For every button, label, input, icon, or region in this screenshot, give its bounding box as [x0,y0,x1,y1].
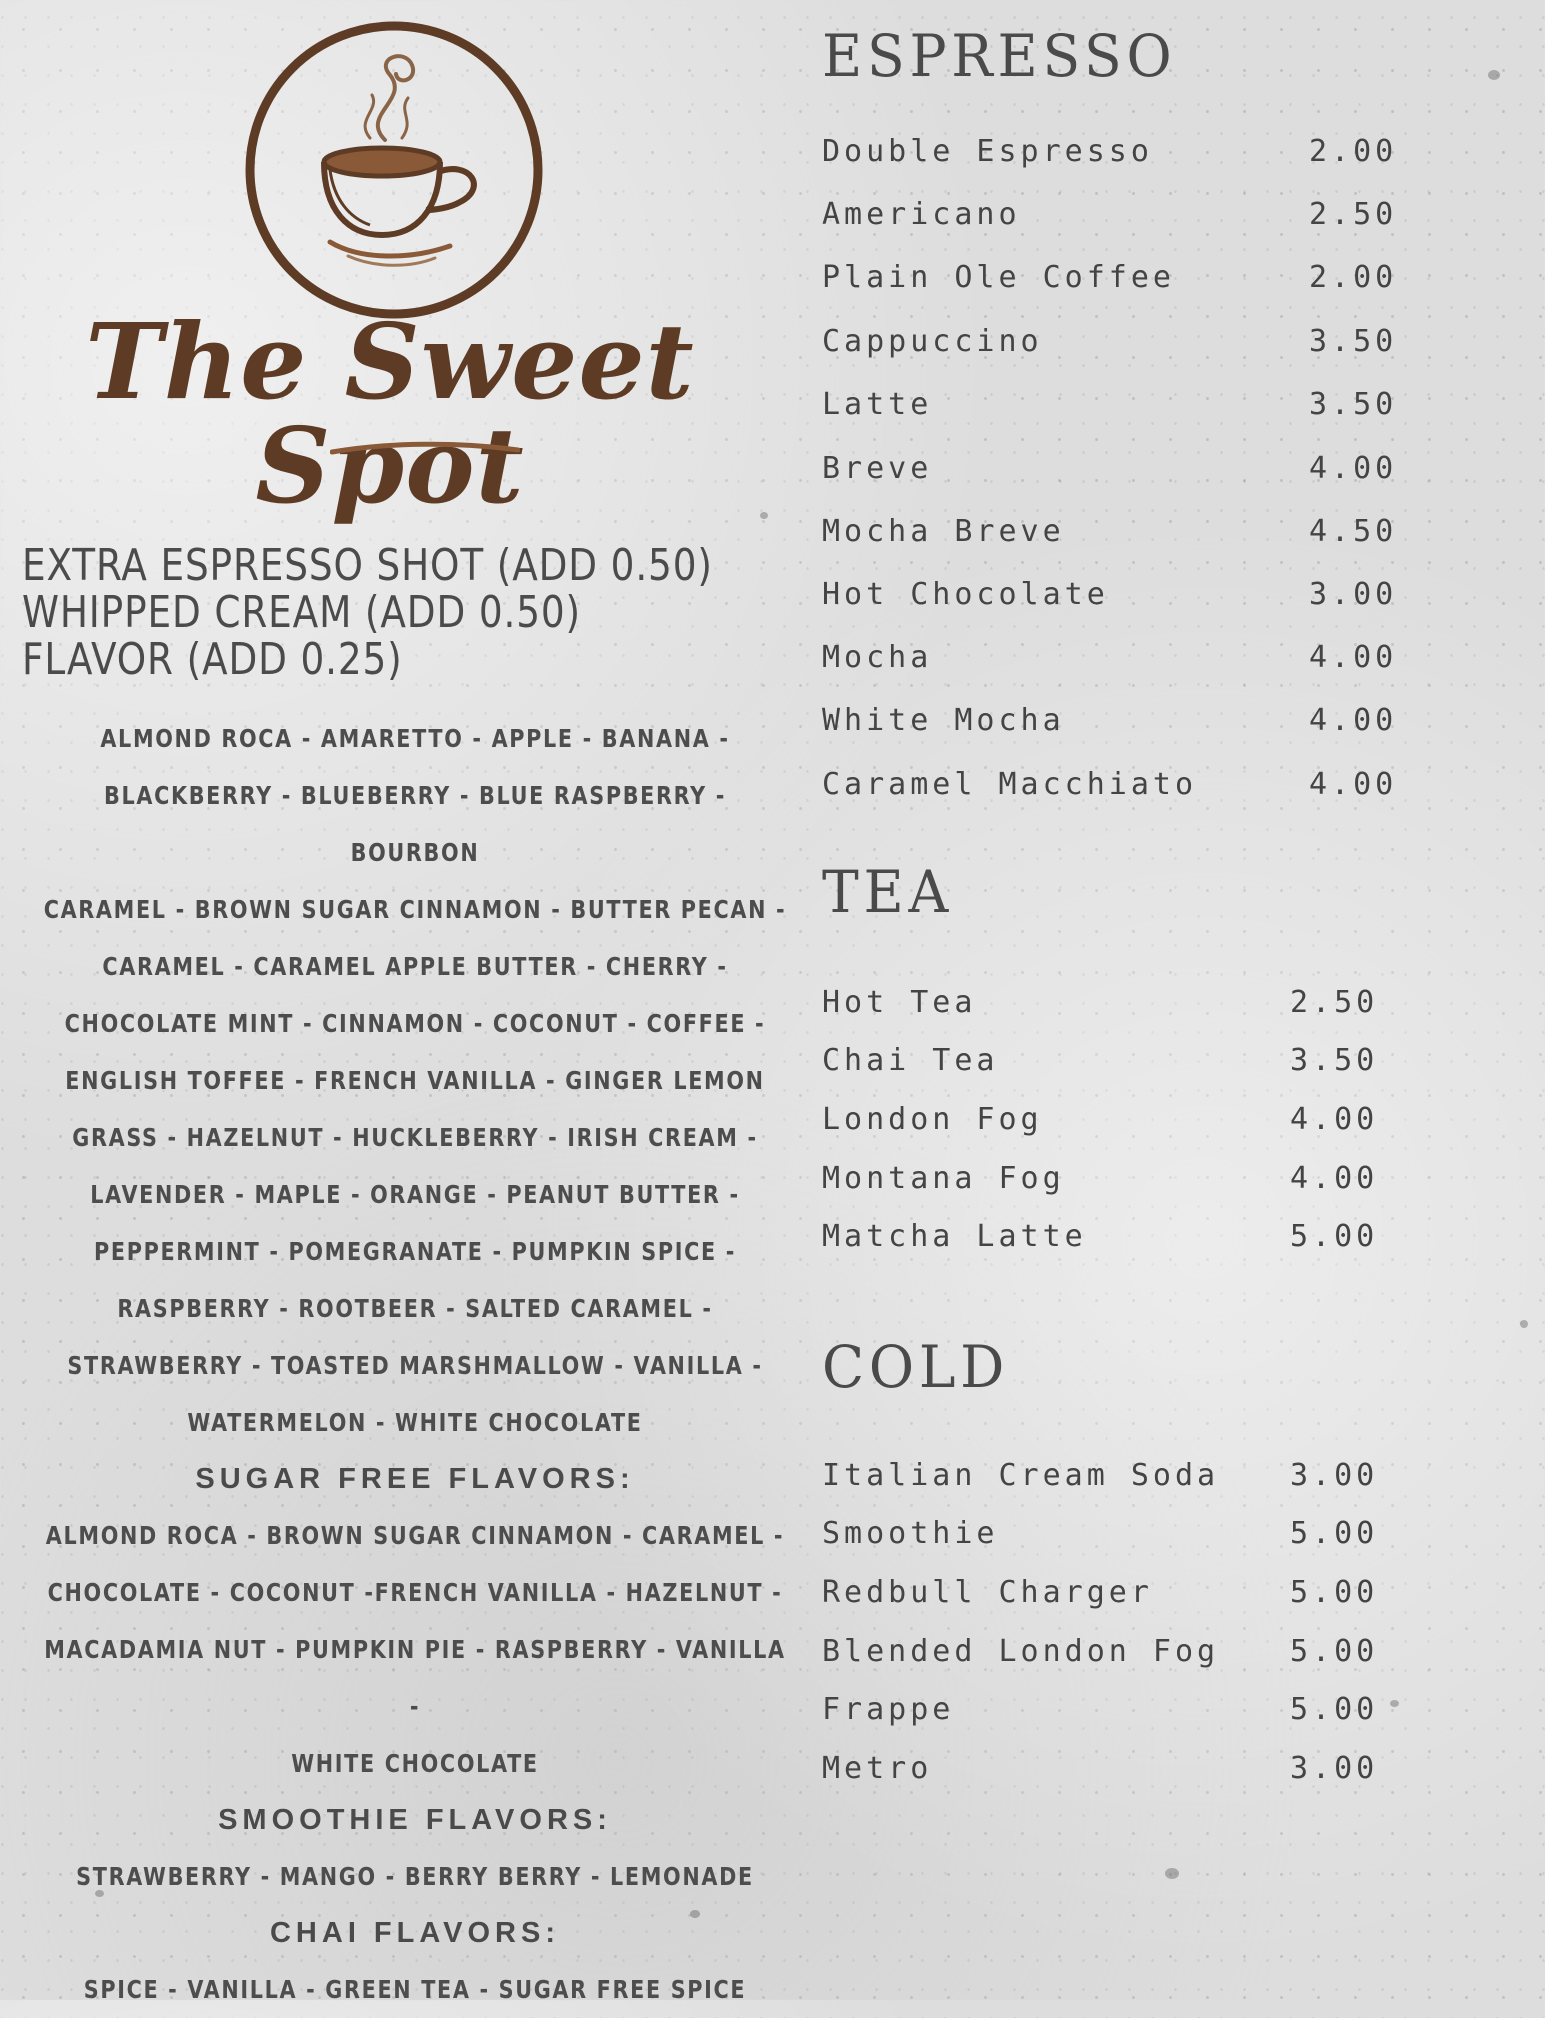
item-name: Metro [822,1751,933,1786]
flavor-line: CARAMEL - BROWN SUGAR CINNAMON - BUTTER PECAN - [43,895,787,924]
chai-heading: CHAI FLAVORS: [269,1917,560,1949]
addon-extra-shot: EXTRA ESPRESSO SHOT (ADD 0.50) [22,540,713,591]
addon-whipped-cream: WHIPPED CREAM (ADD 0.50) [22,587,581,638]
sugar-free-list [42,1507,789,1792]
brand-name: The Sweet Spot [85,300,695,527]
flavor-line: ALMOND ROCA - BROWN SUGAR CINNAMON - CARAMEL - [45,1521,785,1550]
item-price: 3.50 [1309,324,1398,359]
item-price: 3.50 [1290,1043,1379,1078]
flavor-line: RASPBERRY - ROOTBEER - SALTED CARAMEL - [117,1294,713,1323]
coffee-cup-icon [30,20,750,320]
flavor-line: CARAMEL - CARAMEL APPLE BUTTER - CHERRY - [102,952,728,981]
item-name: Hot Tea [822,985,977,1020]
espresso-title: ESPRESSO [822,22,1177,90]
texture-speck [1165,1868,1179,1879]
item-price: 4.00 [1309,640,1398,675]
flavor-line: LAVENDER - MAPLE - ORANGE - PEANUT BUTTER - [90,1180,740,1209]
flavor-line: SPICE - VANILLA - GREEN TEA - SUGAR FREE SPICE [83,1975,747,2004]
item-name: White Mocha [822,703,1065,738]
tea-title: TEA [822,858,954,926]
item-name: Americano [822,197,1021,232]
item-name: Hot Chocolate [822,577,1109,612]
texture-speck [690,1910,700,1918]
item-name: Cappuccino [822,324,1043,359]
item-price: 4.00 [1290,1161,1379,1196]
item-name: Montana Fog [822,1161,1065,1196]
item-price: 4.00 [1309,451,1398,486]
item-name: Double Espresso [822,134,1153,169]
flavor-line: GRASS - HAZELNUT - HUCKLEBERRY - IRISH CREAM - [72,1123,758,1152]
flavor-line: STRAWBERRY - TOASTED MARSHMALLOW - VANILLA - [67,1351,763,1380]
smoothie-heading: SMOOTHIE FLAVORS: [218,1804,612,1836]
item-price: 5.00 [1290,1575,1379,1610]
texture-speck [1390,1700,1399,1707]
item-price: 2.50 [1290,985,1379,1020]
flavor-line: CHOCOLATE MINT - CINNAMON - COCONUT - COFFEE - [64,1009,766,1038]
chai-list [42,1961,789,2018]
item-price: 4.00 [1309,703,1398,738]
logo [30,20,750,527]
item-price: 4.50 [1309,514,1398,549]
item-price: 5.00 [1290,1516,1379,1551]
texture-speck [760,512,768,519]
texture-speck [95,1890,104,1897]
item-price: 3.00 [1290,1458,1379,1493]
flavor-line: STRAWBERRY - MANGO - BERRY BERRY - LEMONADE [76,1862,754,1891]
item-price: 3.50 [1309,387,1398,422]
flavor-line: PEPPERMINT - POMEGRANATE - PUMPKIN SPICE - [94,1237,736,1266]
smoothie-list [42,1848,789,1905]
item-price: 4.00 [1290,1102,1379,1137]
item-name: Frappe [822,1692,955,1727]
addon-flavor: FLAVOR (ADD 0.25) [22,634,403,685]
item-price: 5.00 [1290,1219,1379,1254]
texture-speck [1520,1320,1528,1328]
item-name: Chai Tea [822,1043,999,1078]
texture-speck [1488,70,1500,80]
item-price: 2.00 [1309,134,1398,169]
flavor-line: MACADAMIA NUT - PUMPKIN PIE - RASPBERRY - VANILLA - [44,1635,786,1721]
flavor-line: WHITE CHOCOLATE [291,1749,539,1778]
item-name: Italian Cream Soda [822,1458,1220,1493]
item-name: Caramel Macchiato [822,767,1198,802]
item-name: Smoothie [822,1516,999,1551]
item-name: Mocha [822,640,933,675]
item-price: 5.00 [1290,1692,1379,1727]
cold-title: COLD [822,1333,1010,1401]
flavors-section [20,710,810,2018]
addons-list [22,540,713,685]
flavor-line: WATERMELON - WHITE CHOCOLATE [187,1408,643,1437]
item-name: Plain Ole Coffee [822,260,1175,295]
item-price: 4.00 [1309,767,1398,802]
item-price: 3.00 [1290,1751,1379,1786]
swash-decoration [330,440,520,456]
item-price: 5.00 [1290,1634,1379,1669]
item-name: Latte [822,387,933,422]
item-name: Blended London Fog [822,1634,1220,1669]
item-name: Redbull Charger [822,1575,1153,1610]
item-name: Breve [822,451,933,486]
sugar-free-heading: SUGAR FREE FLAVORS: [195,1463,635,1495]
flavor-line: CHOCOLATE - COCONUT -FRENCH VANILLA - HAZELNUT - [47,1578,783,1607]
item-price: 2.50 [1309,197,1398,232]
flavors-list [42,710,789,1451]
item-price: 3.00 [1309,577,1398,612]
flavor-line: ALMOND ROCA - AMARETTO - APPLE - BANANA - [100,724,730,753]
flavor-line: BLACKBERRY - BLUEBERRY - BLUE RASPBERRY - BOURBON [103,781,726,867]
item-name: Matcha Latte [822,1219,1087,1254]
item-price: 2.00 [1309,260,1398,295]
flavor-line: ENGLISH TOFFEE - FRENCH VANILLA - GINGER LEMON [65,1066,765,1095]
item-name: London Fog [822,1102,1043,1137]
item-name: Mocha Breve [822,514,1065,549]
